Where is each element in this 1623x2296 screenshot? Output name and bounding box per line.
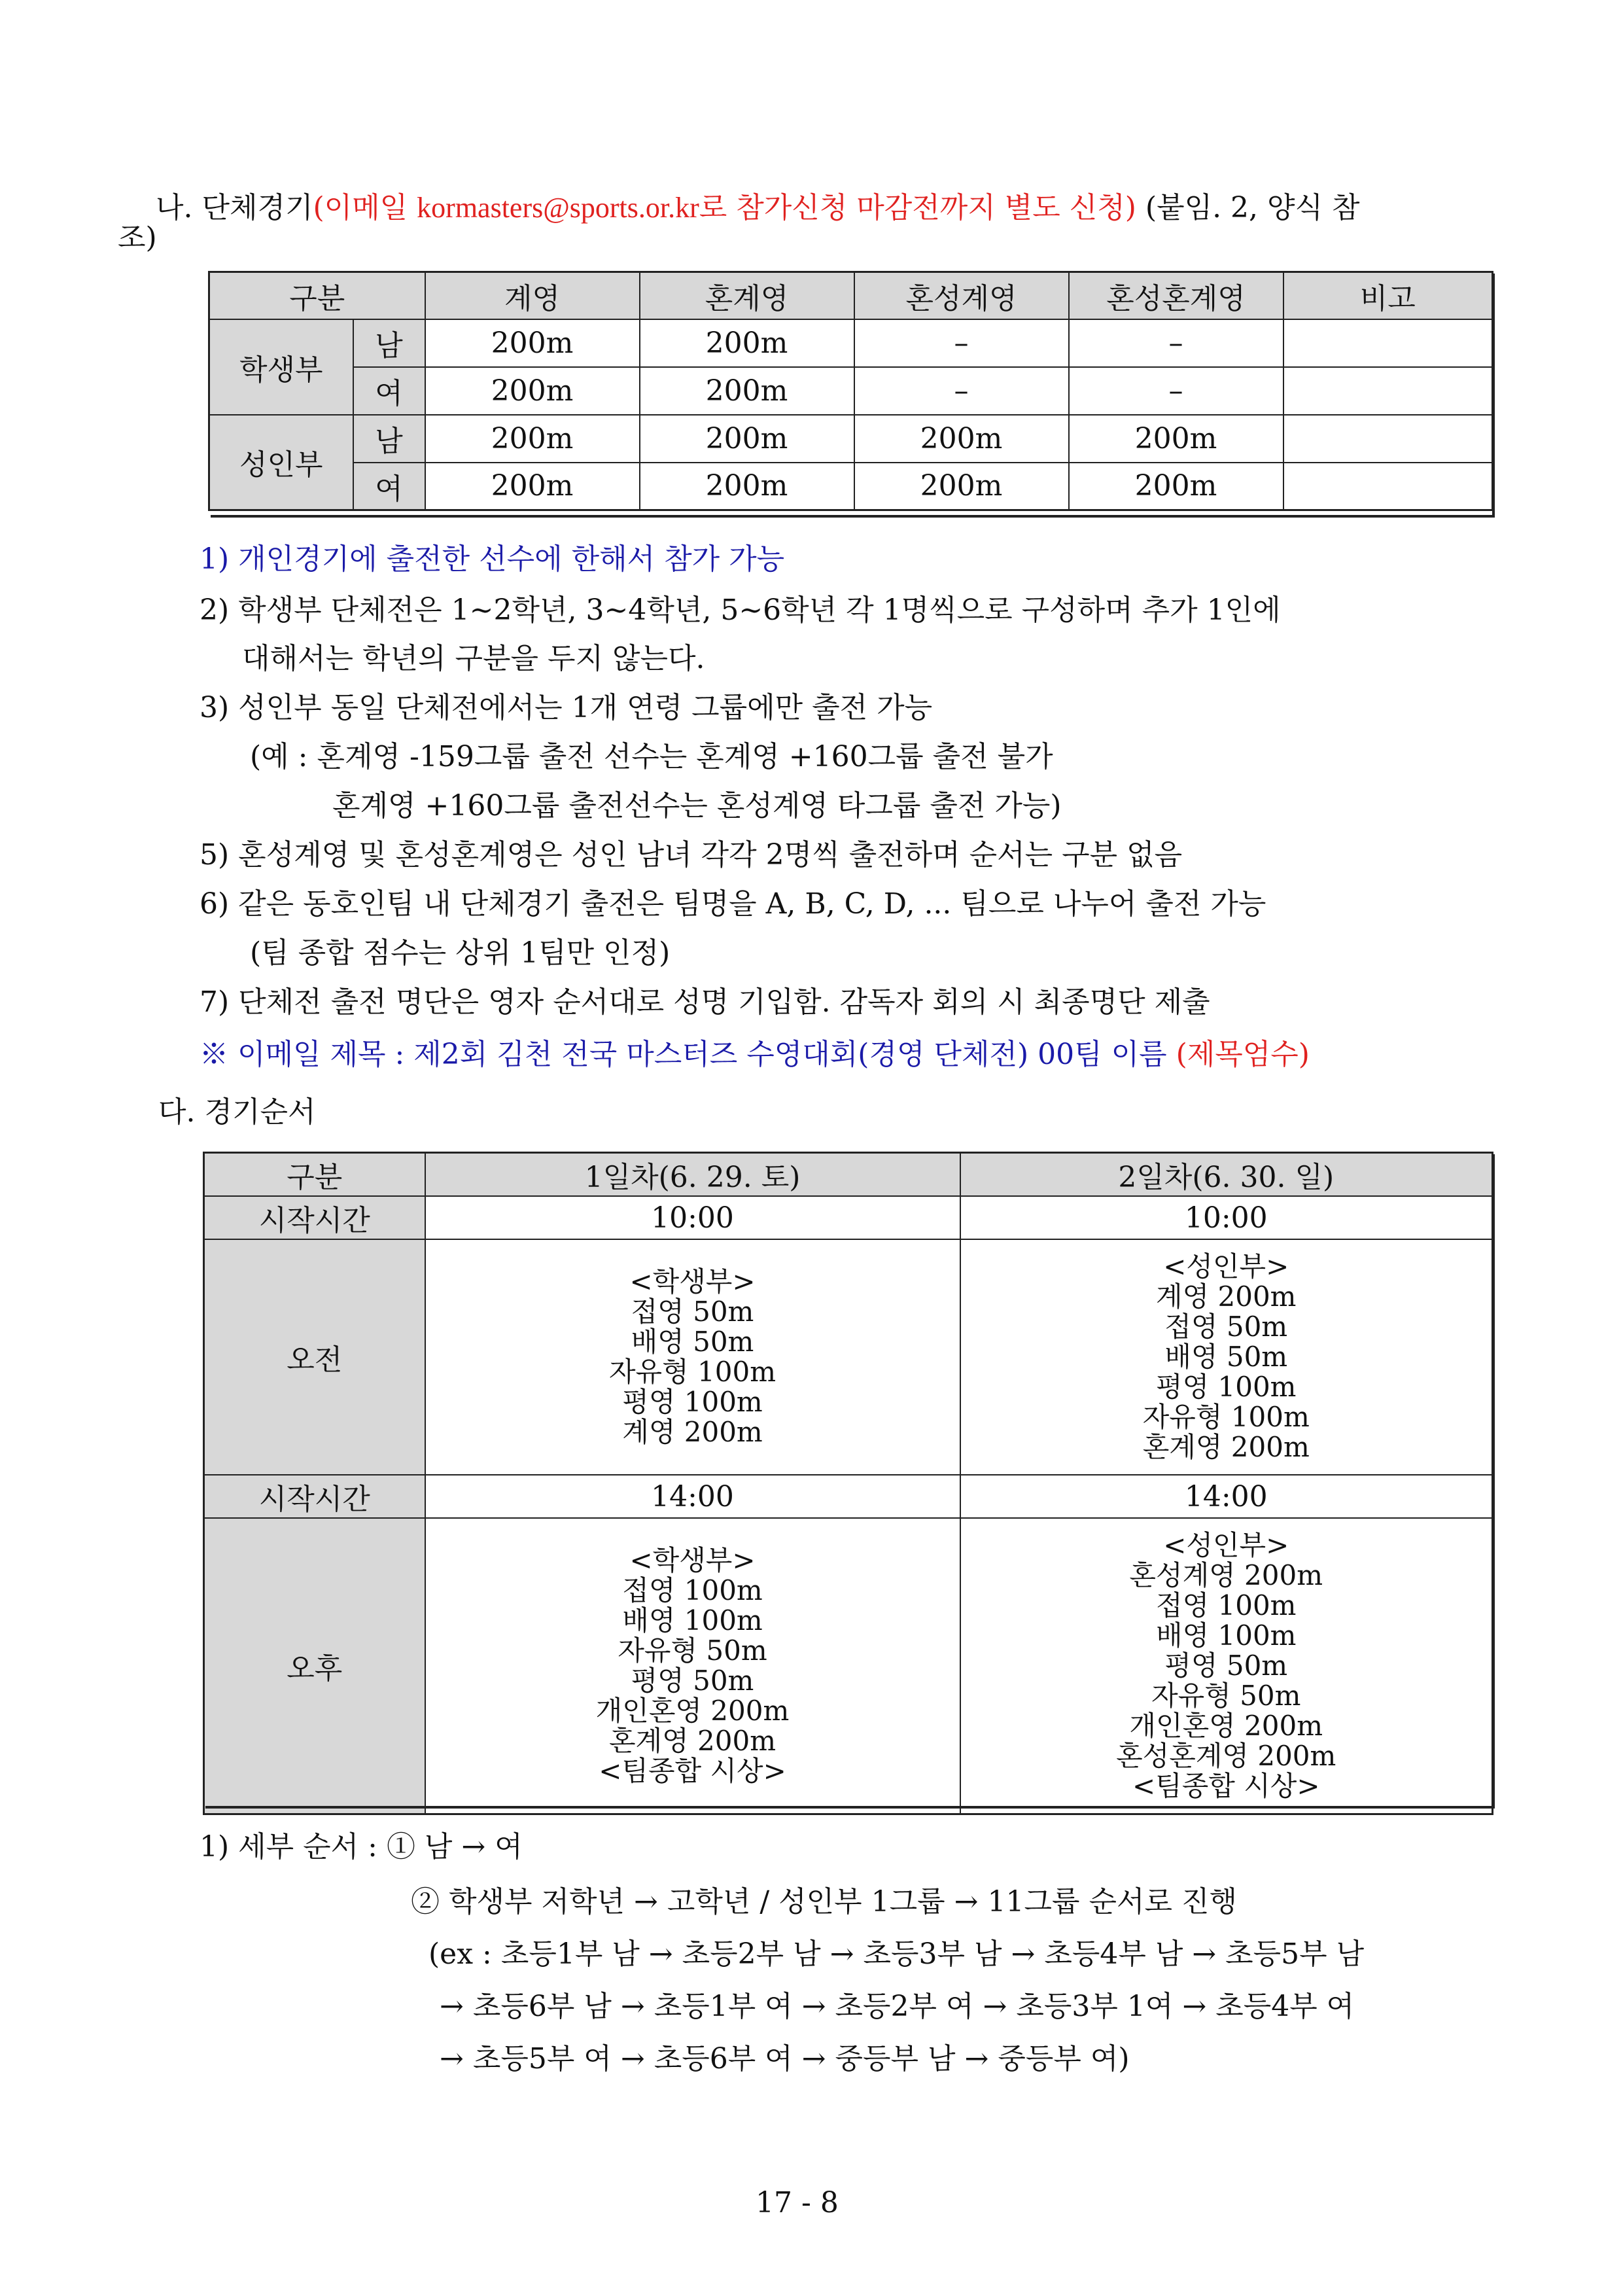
table-shadow-right xyxy=(1492,274,1495,518)
header-remarks: 비고 xyxy=(1283,272,1493,319)
note-7: 7) 단체전 출전 명단은 영자 순서대로 성명 기입함. 감독자 회의 시 최종명단 제출 xyxy=(200,985,1210,1019)
event-line: <팀종합 시상> xyxy=(599,1754,786,1787)
event-line: 자유형 100m xyxy=(1142,1401,1310,1433)
note-2a: 2) 학생부 단체전은 1~2학년, 3~4학년, 5~6학년 각 1명씩으로 구성하며 추가 1인에 xyxy=(200,593,1281,627)
event-line: <팀종합 시상> xyxy=(1132,1769,1320,1802)
note-6a: 6) 같은 동호인팀 내 단체경기 출전은 팀명을 A, B, C, D, ... 팀으로 나누어 출전 가능 xyxy=(200,887,1266,921)
gender-cell: 여 xyxy=(353,463,425,510)
am-label: 오전 xyxy=(204,1239,425,1475)
table-cell: 200m xyxy=(1069,463,1283,510)
section-na-prefix: 나. 단체경기 xyxy=(156,191,313,224)
table-cell: 200m xyxy=(425,367,640,415)
header-mixed-medley-relay: 혼성혼계영 xyxy=(1069,272,1283,319)
note-5: 5) 혼성계영 및 혼성혼계영은 성인 남녀 각각 2명씩 출전하며 순서는 구분 없음 xyxy=(200,838,1183,872)
page-number: 17 - 8 xyxy=(756,2186,839,2219)
section-na-red-2: 로 참가신청 마감전까지 별도 신청) xyxy=(699,191,1136,224)
table-cell xyxy=(1283,463,1493,510)
section-na-heading xyxy=(156,190,1360,226)
table-cell: 200m xyxy=(854,415,1069,463)
pm-time-day2: 14:00 xyxy=(960,1475,1493,1518)
event-line: 평영 100m xyxy=(622,1386,763,1418)
event-line: 혼계영 200m xyxy=(1142,1431,1310,1463)
event-line: 혼성계영 200m xyxy=(1129,1559,1323,1591)
event-line: 계영 200m xyxy=(622,1416,763,1448)
event-line: <학생부> xyxy=(629,1265,756,1298)
section-da-heading: 다. 경기순서 xyxy=(158,1095,316,1129)
event-line: <성인부> xyxy=(1163,1528,1289,1561)
header-relay: 계영 xyxy=(425,272,640,319)
event-line: 배영 50m xyxy=(631,1326,754,1358)
email-subject-strict: (제목엄수) xyxy=(1176,1038,1310,1071)
table-cell xyxy=(1283,319,1493,367)
table-shadow-bottom xyxy=(211,515,1495,518)
event-line: 배영 100m xyxy=(1156,1619,1297,1651)
table-cell: 200m xyxy=(640,319,854,367)
order-note-2: ② 학생부 저학년 → 고학년 / 성인부 1그룹 → 11그룹 순서로 진행 xyxy=(411,1885,1237,1918)
event-line: 접영 100m xyxy=(1156,1589,1297,1621)
table-cell: – xyxy=(1069,367,1283,415)
event-line: 평영 50m xyxy=(631,1664,754,1697)
section-na-red-1: (이메일 xyxy=(313,191,417,224)
pm-day2-events xyxy=(960,1518,1493,1814)
event-line: 평영 100m xyxy=(1156,1371,1297,1403)
schedule-header-day1: 1일차(6. 29. 토) xyxy=(425,1153,960,1197)
event-line: 배영 50m xyxy=(1164,1341,1288,1373)
table-cell: 200m xyxy=(640,367,854,415)
order-note-3: (ex : 초등1부 남 → 초등2부 남 → 초등3부 남 → 초등4부 남 → 초등5부 남 xyxy=(428,1937,1365,1971)
group-student: 학생부 xyxy=(209,319,353,415)
event-line: 접영 50m xyxy=(1164,1311,1288,1343)
event-line: 자유형 50m xyxy=(618,1634,767,1667)
start-time-label: 시작시간 xyxy=(204,1196,425,1239)
event-line: 접영 50m xyxy=(631,1296,754,1328)
email-subject-text: ※ 이메일 제목 : 제2회 김천 전국 마스터즈 수영대회(경영 단체전) 00팀 이름 xyxy=(200,1038,1176,1071)
order-note-4: → 초등6부 남 → 초등1부 여 → 초등2부 여 → 초등3부 1여 → 초등4부 여 xyxy=(440,1990,1355,2023)
table-cell: 200m xyxy=(640,415,854,463)
event-line: 개인혼영 200m xyxy=(595,1694,790,1727)
table-cell: – xyxy=(1069,319,1283,367)
gender-cell: 여 xyxy=(353,367,425,415)
team-events-table xyxy=(208,271,1493,511)
table-cell: 200m xyxy=(854,463,1069,510)
group-adult: 성인부 xyxy=(209,415,353,510)
table-cell: 200m xyxy=(640,463,854,510)
order-note-1: 1) 세부 순서 : ① 남 → 여 xyxy=(200,1830,523,1863)
table-cell: 200m xyxy=(425,415,640,463)
order-note-5: → 초등5부 여 → 초등6부 여 → 중등부 남 → 중등부 여) xyxy=(440,2042,1130,2075)
event-line: 배영 100m xyxy=(622,1604,763,1636)
event-line: 계영 200m xyxy=(1156,1280,1297,1313)
pm-day1-events xyxy=(425,1518,960,1814)
start-time-label: 시작시간 xyxy=(204,1475,425,1518)
table-cell: – xyxy=(854,367,1069,415)
pm-label: 오후 xyxy=(204,1518,425,1814)
table-cell: 200m xyxy=(425,319,640,367)
schedule-shadow-bottom xyxy=(205,1806,1495,1809)
am-time-day2: 10:00 xyxy=(960,1196,1493,1239)
table-cell: 200m xyxy=(425,463,640,510)
header-category: 구분 xyxy=(209,272,425,319)
table-cell: – xyxy=(854,319,1069,367)
event-line: 접영 100m xyxy=(622,1574,763,1606)
event-line: 자유형 50m xyxy=(1151,1679,1301,1712)
am-day2-events xyxy=(960,1239,1493,1475)
email-subject-note xyxy=(200,1037,1310,1072)
event-line: <학생부> xyxy=(629,1544,756,1576)
note-2b: 대해서는 학년의 구분을 두지 않는다. xyxy=(242,642,705,675)
schedule-header-category: 구분 xyxy=(204,1153,425,1197)
email-address: kormasters@sports.or.kr xyxy=(417,192,699,224)
pm-time-day1: 14:00 xyxy=(425,1475,960,1518)
event-line: 평영 50m xyxy=(1164,1649,1288,1682)
schedule-header-day2: 2일차(6. 30. 일) xyxy=(960,1153,1493,1197)
note-3a: 3) 성인부 동일 단체전에서는 1개 연령 그룹에만 출전 가능 xyxy=(200,691,933,724)
note-6b: (팀 종합 점수는 상위 1팀만 인정) xyxy=(250,936,671,970)
table-cell: 200m xyxy=(1069,415,1283,463)
event-line: 혼성혼계영 200m xyxy=(1116,1739,1336,1772)
note-3b: (예 : 혼계영 -159그룹 출전 선수는 혼계영 +160그룹 출전 불가 xyxy=(250,740,1053,773)
am-day1-events xyxy=(425,1239,960,1475)
header-medley-relay: 혼계영 xyxy=(640,272,854,319)
gender-cell: 남 xyxy=(353,415,425,463)
am-time-day1: 10:00 xyxy=(425,1196,960,1239)
section-na-suffix: (붙임. 2, 양식 참 xyxy=(1136,191,1360,224)
event-line: <성인부> xyxy=(1163,1250,1289,1282)
schedule-shadow-right xyxy=(1492,1154,1495,1809)
section-na-continuation: 조) xyxy=(118,221,157,255)
table-cell xyxy=(1283,415,1493,463)
note-1: 1) 개인경기에 출전한 선수에 한해서 참가 가능 xyxy=(200,542,785,576)
gender-cell: 남 xyxy=(353,319,425,367)
table-cell xyxy=(1283,367,1493,415)
header-mixed-relay: 혼성계영 xyxy=(854,272,1069,319)
event-line: 자유형 100m xyxy=(608,1356,777,1388)
event-line: 혼계영 200m xyxy=(608,1724,777,1757)
schedule-table xyxy=(203,1152,1493,1815)
event-line: 개인혼영 200m xyxy=(1129,1709,1323,1742)
note-3c: 혼계영 +160그룹 출전선수는 혼성계영 타그룹 출전 가능) xyxy=(332,789,1062,822)
